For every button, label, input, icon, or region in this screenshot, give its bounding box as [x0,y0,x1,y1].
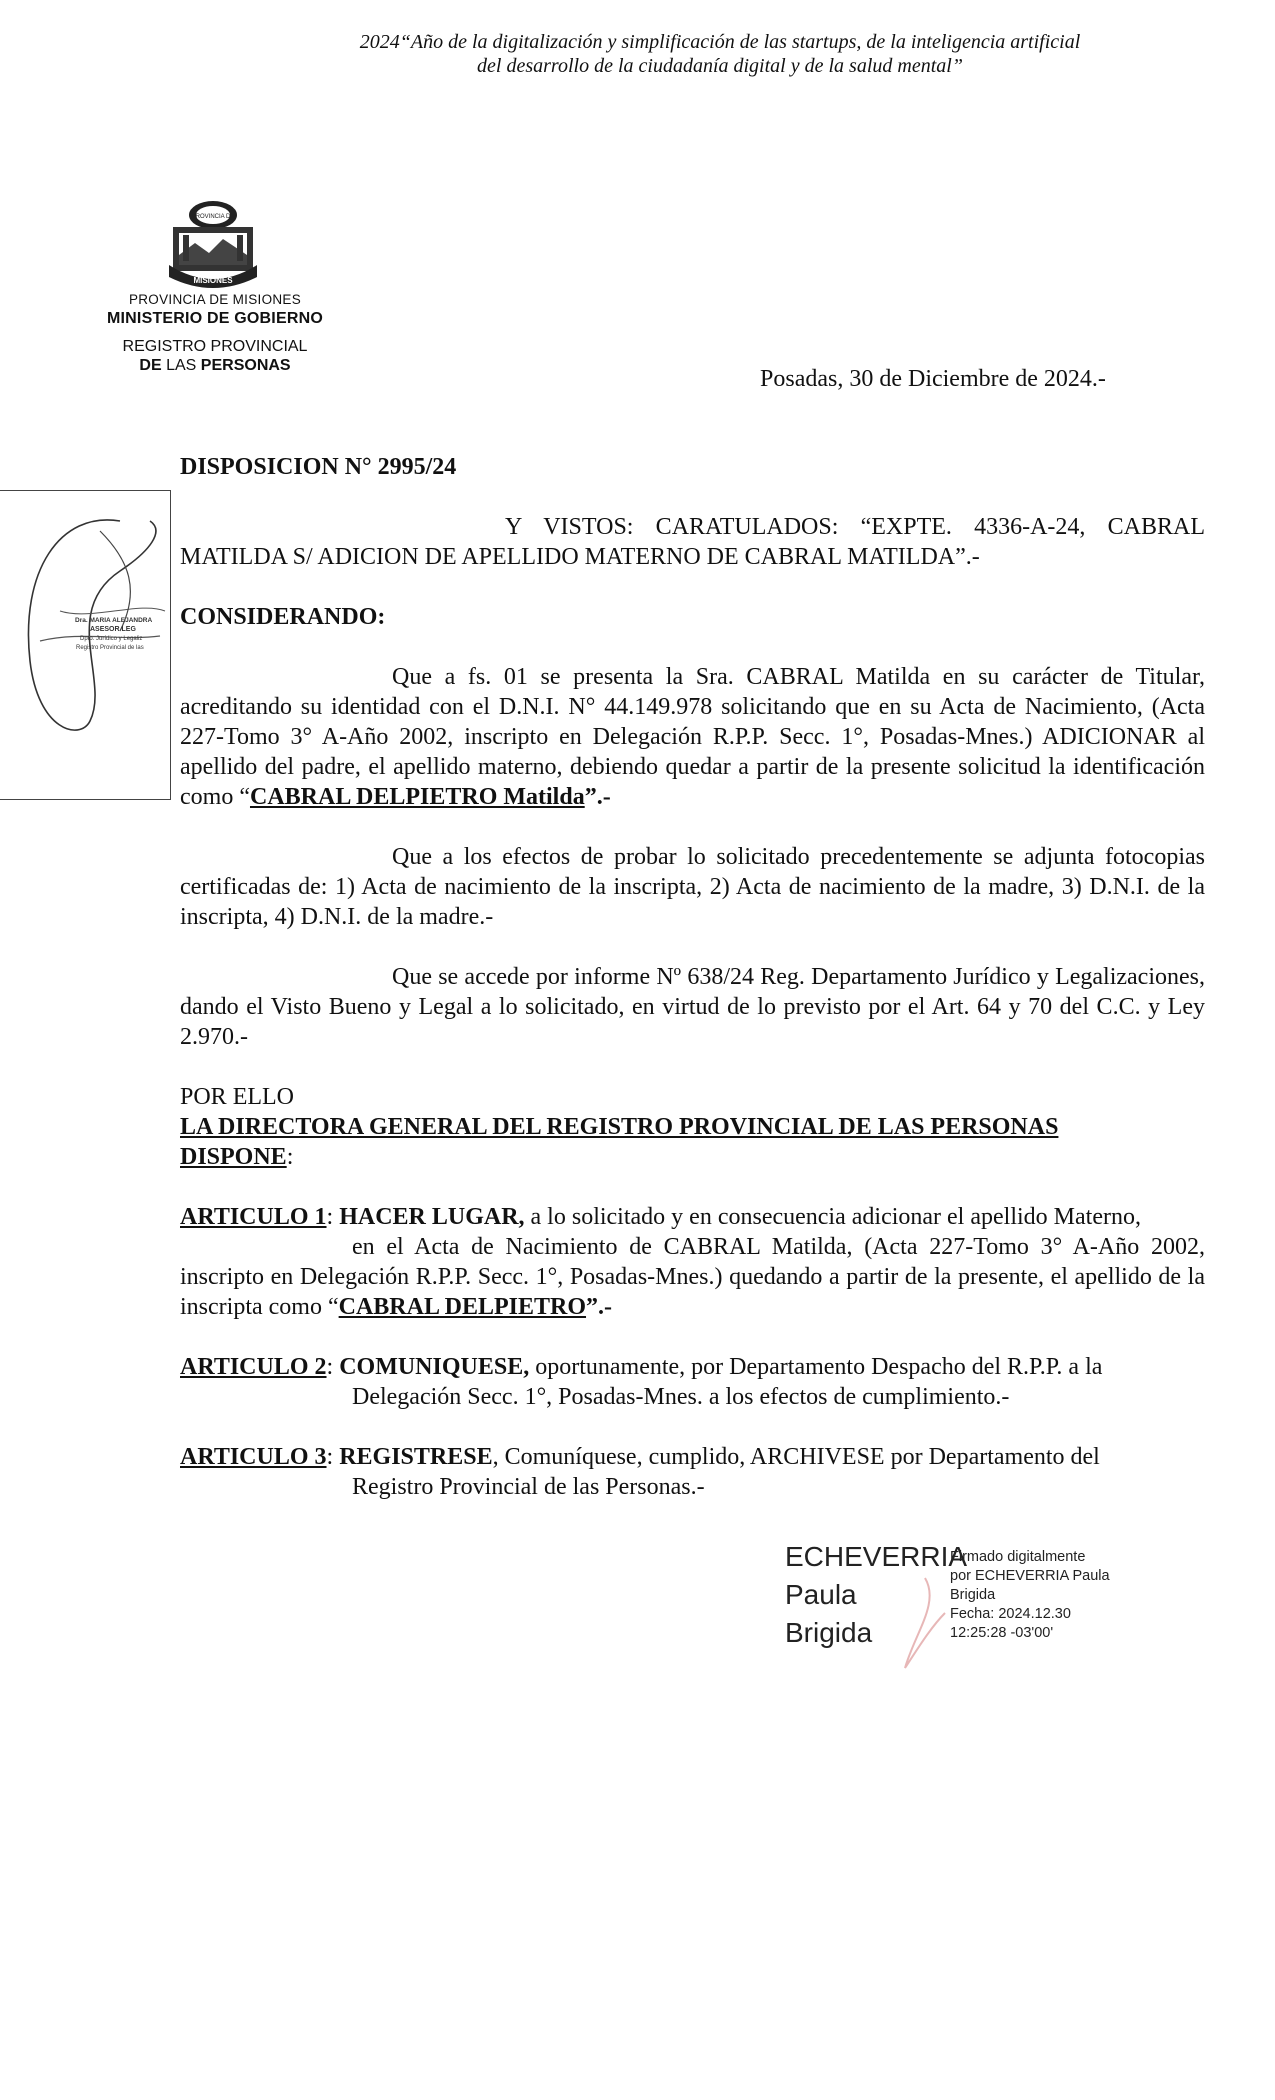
considerando-paragraph-3: Que se accede por informe Nº 638/24 Reg. Departamento Jurídico y Legalizaciones, dando el Visto Bueno y Legal a lo solicitado, en virtud de lo previsto por el Art. 64 y 70 del C.C. y Ley 2.970.- [180,964,1205,1050]
disposition-body [180,452,1205,1502]
article-3: ARTICULO 3: REGISTRESE, Comuníquese, cumplido, ARCHIVESE por Departamento del Registro Provincial de las Personas.- [180,1444,1100,1500]
legal-advisor-stamp [0,490,171,800]
considerando-paragraph-1: Que a fs. 01 se presenta la Sra. CABRAL Matilda en su carácter de Titular, acreditando su identidad con el D.N.I. N° 44.149.978 solicitando que en su Acta de Nacimiento, (Acta 227-Tomo 3° A-Año 2002, inscripto en Delegación R.P.P. Secc. 1°, Posadas-Mnes.) ADICIONAR al apellido del padre, el apellido materno, debiendo quedar a partir de la presente solicitud la identificación como “CABRAL DELPIETRO Matilda”.- [180,664,1205,810]
new-full-name: CABRAL DELPIETRO Matilda [249,784,585,810]
year-motto [300,30,1140,78]
por-ello: POR ELLO [180,1084,294,1110]
org-ministry: MINISTERIO DE GOBIERNO [107,310,323,327]
new-surname: CABRAL DELPIETRO [338,1294,587,1320]
signature-details: Firmado digitalmente por ECHEVERRIA Paula Brigida Fecha: 2024.12.30 12:25:28 -03'00' [950,1549,1110,1641]
article-label: ARTICULO 3 [180,1444,327,1470]
issuing-organization [85,290,345,375]
article-action: HACER LUGAR, [339,1204,525,1230]
handwritten-signature-flourish [0,491,170,799]
article-2: ARTICULO 2: COMUNIQUESE, oportunamente, por Departamento Despacho del R.P.P. a la Delegación Secc. 1°, Posadas-Mnes. a los efectos de cumplimiento.- [180,1354,1103,1410]
vistos-line-1: Y VISTOS: CARATULADOS: “EXPTE. 4336-A-24, CABRAL [505,514,1205,540]
dispone-heading: DISPONE: [180,1144,294,1170]
considerando-heading: CONSIDERANDO: [180,604,386,630]
article-label: ARTICULO 2 [180,1354,327,1380]
disposition-title: DISPOSICION N° 2995/24 [180,454,457,480]
org-registry-line-2: DE LAS PERSONAS [139,357,291,374]
stamp-line-4: Registro Provincial de las [76,645,144,651]
directora-heading: LA DIRECTORA GENERAL DEL REGISTRO PROVINCIAL DE LAS PERSONAS [180,1114,1059,1140]
stamp-line-2: ASESOR LEG [90,626,136,633]
motto-line-2: del desarrollo de la ciudadanía digital y de la salud mental” [477,55,963,77]
crest-text-bottom: MISIONES [193,276,233,285]
article-label: ARTICULO 1 [180,1204,327,1230]
vistos-line-2: MATILDA S/ ADICION DE APELLIDO MATERNO DE CABRAL MATILDA”.- [180,544,980,570]
digital-signature [785,1538,1165,1668]
misiones-crest-logo [165,195,261,293]
place-and-date: Posadas, 30 de Diciembre de 2024.- [760,366,1106,392]
stamp-line-1: Dra. MARIA ALEJANDRA [75,617,153,624]
org-province: PROVINCIA DE MISIONES [128,292,302,307]
article-action: COMUNIQUESE, [339,1354,530,1380]
article-1: ARTICULO 1: HACER LUGAR, a lo solicitado y en consecuencia adicionar el apellido Materno, en el Acta de Nacimiento de CABRAL Matilda, (Acta 227-Tomo 3° A-Año 2002, inscripto en Delegación R.P.P. Secc. 1°, Posadas-Mnes.) quedando a partir de la presente, el apellido de la inscripta como “CABRAL DELPIETRO”.- [180,1204,1205,1320]
considerando-paragraph-2: Que a los efectos de probar lo solicitado precedentemente se adjunta fotocopias certificadas de: 1) Acta de nacimiento de la inscripta, 2) Acta de nacimiento de la madre, 3) D.N.I. de la inscripta, 4) D.N.I. de la madre.- [180,844,1205,930]
article-action: REGISTRESE [339,1444,493,1470]
signer-name: ECHEVERRIA Paula Brigida [785,1541,968,1648]
motto-line-1: 2024“Año de la digitalización y simplificación de las startups, de la inteligencia artificial [359,31,1081,53]
org-registry: REGISTRO PROVINCIAL [122,338,308,355]
crest-text-top: PROVINCIA DE [191,214,235,220]
stamp-line-3: Dpto. Jurídico y Legaliz [80,636,143,642]
